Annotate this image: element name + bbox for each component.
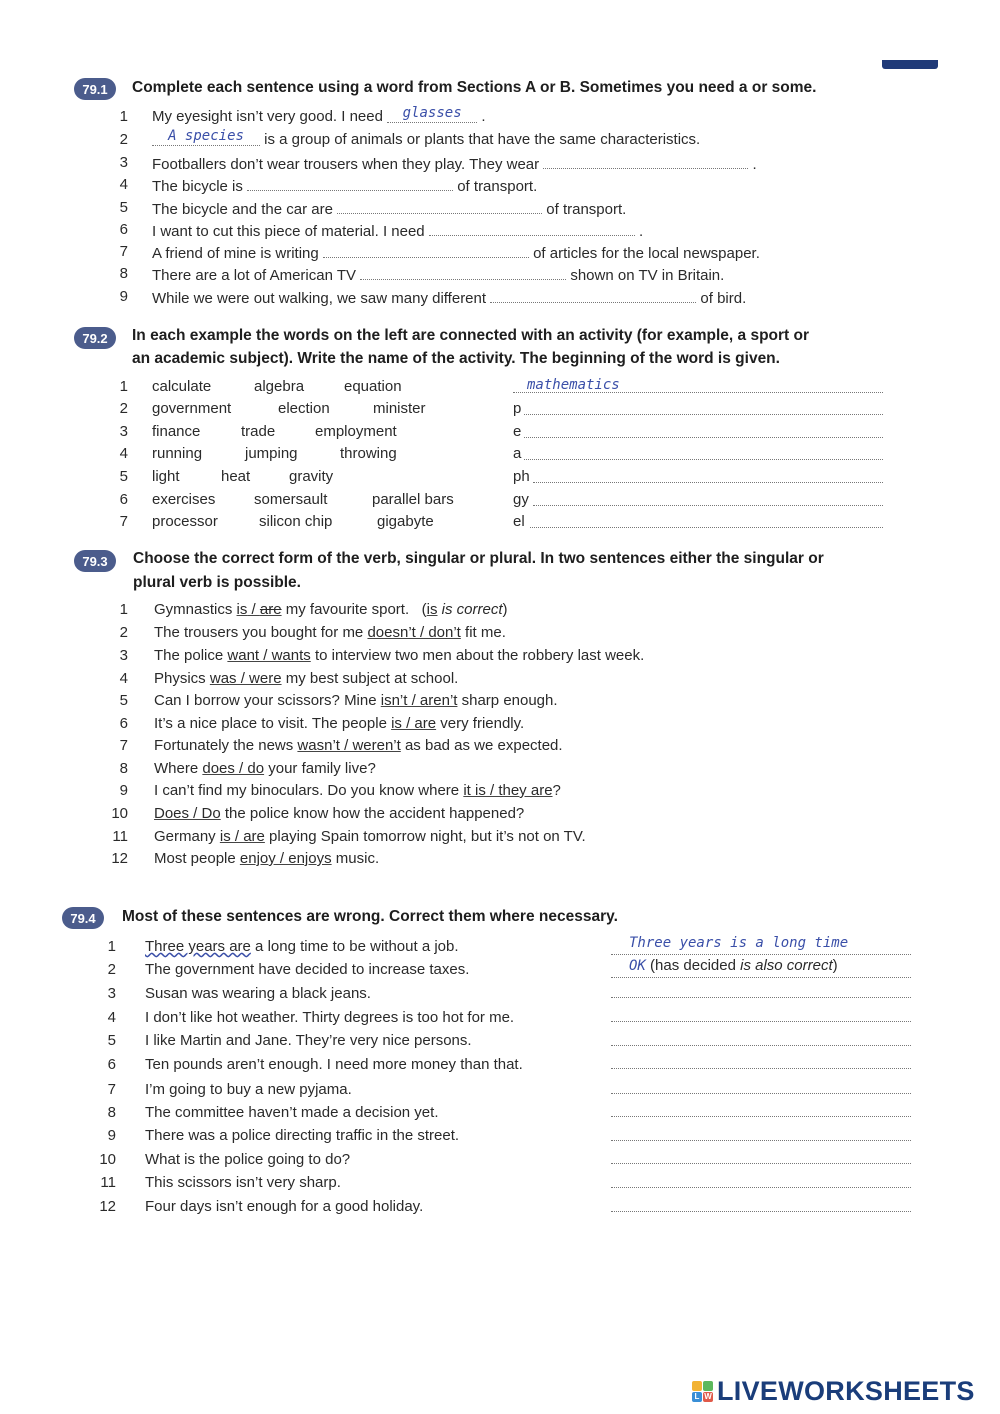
s3-choice-5[interactable]: isn’t / aren’t [380, 692, 458, 709]
s1-answer-7[interactable] [323, 241, 529, 258]
s1-answer-1[interactable]: glasses [387, 106, 477, 123]
s2-item-4: 4 running jumping throwing a [100, 443, 890, 465]
s2-item-7: 7 processor silicon chip gigabyte el [100, 511, 890, 533]
s3-choice-10[interactable]: Does / Do [154, 805, 221, 822]
s4-answer-1[interactable]: Three years is a long time [611, 932, 911, 955]
section-badge-79-2: 79.2 [74, 327, 116, 349]
s3-choice-3[interactable]: want / wants [227, 647, 311, 664]
section-instruction-79-3-line1: Choose the correct form of the verb, singular or plural. In two sentences either the singular or [133, 550, 824, 567]
s1-answer-6[interactable] [429, 219, 635, 236]
corner-tab [882, 60, 938, 69]
s4-answer-10[interactable] [611, 1147, 911, 1164]
s2-item-1: 1 calculate algebra equation mathematics [100, 376, 890, 398]
s2-item-3: 3 finance trade employment e [100, 421, 890, 443]
s4-answer-4[interactable] [611, 1005, 911, 1022]
s3-choice-1[interactable]: is / are [236, 601, 282, 618]
s1-answer-5[interactable] [337, 197, 542, 214]
section-instruction-79-3-line2: plural verb is possible. [133, 574, 301, 591]
s4-answer-12[interactable] [611, 1195, 911, 1212]
s2-answer-6[interactable] [533, 489, 883, 506]
section-instruction-79-4: Most of these sentences are wrong. Correct them where necessary. [122, 908, 618, 925]
s3-choice-6[interactable]: is / are [391, 715, 437, 732]
s3-choice-8[interactable]: does / do [202, 760, 265, 777]
s3-choice-9[interactable]: it is / they are [463, 782, 553, 799]
s1-answer-3[interactable] [543, 152, 748, 169]
s4-answer-6[interactable] [611, 1052, 911, 1069]
s2-item-2: 2 government election minister p [100, 398, 890, 420]
section-instruction-79-2-line2: an academic subject). Write the name of the activity. The beginning of the word is given. [132, 350, 780, 367]
s4-answer-2[interactable]: OK (has decided is also correct) [611, 955, 911, 978]
section-instruction-79-2-line1: In each example the words on the left are connected with an activity (for example, a sport or [132, 327, 810, 344]
section-badge-79-1: 79.1 [74, 78, 116, 100]
s2-answer-3[interactable] [524, 421, 883, 438]
s2-answer-7[interactable] [530, 511, 883, 528]
section-instruction-79-1: Complete each sentence using a word from Sections A or B. Sometimes you need a or some. [132, 79, 817, 96]
s4-answer-3[interactable] [611, 981, 911, 998]
liveworksheets-logo-icon: L W [692, 1381, 713, 1402]
s1-answer-9[interactable] [490, 286, 696, 303]
s3-choice-2[interactable]: doesn’t / don’t [367, 624, 461, 641]
s2-item-6: 6 exercises somersault parallel bars gy [100, 489, 890, 511]
s3-choice-7[interactable]: wasn’t / weren’t [297, 737, 401, 754]
s2-item-5: 5 light heat gravity ph [100, 466, 890, 488]
s1-answer-4[interactable] [247, 174, 453, 191]
section-badge-79-4: 79.4 [62, 907, 104, 929]
s3-choice-12[interactable]: enjoy / enjoys [239, 850, 332, 867]
s4-answer-8[interactable] [611, 1100, 911, 1117]
s2-answer-5[interactable] [533, 466, 883, 483]
worksheet-page: 79.1 Complete each sentence using a word from Sections A or B. Sometimes you need a or some. 1 My eyesight isn’t very good. I need glasses . 2 A species is a group of animals or plants that have the same characteristics. 3 Footballers don’t wear trousers when they play. They wear . 4 The bicycle is of transport. 5 The bicycle and the car are of transport. 6 I want to cut this piece of material. I need . 7 A friend of mine is writing of articles for the local newspaper. 8 There are a lot of American TV shown on TV in Britain. 9 While we were out walking, we saw many different of bird. 79.2 In each example the words on the left are connected with an activity (for example, a sport or an academic subject). Write the name of the activity. The beginning of the word is given. 1 calculate algebra equation mathematics 2 government election minister p 3 finance trade employment e 4 running jumping throwing a 5 light heat gravity ph 6 exercises somersault parallel bars gy 7 processor silicon chip gigabyte el 79.3 Choose the correct form of the verb, singular or plural. In two sentences either the singular or plural verb is possible. 1 Gymnastics is / are my favourite sport. (is is correct) 2 The trousers you bought for me doesn’t / don’t fit me. 3 The police want / wants to interview two men about the robbery last week. 4 Physics was / were my best subject at school. 5 Can I borrow your scissors? Mine isn’t / aren’t sharp enough. 6 It’s a nice place to visit. The people is / are very friendly. 7 Fortunately the news wasn’t / weren’t as bad as we expected. 8 Where does / do your family live? 9 I can’t find my binoculars. Do you know where it is / they are? 10 Does / Do the police know how the accident happened? 11 Germany is / are playing Spain tomorrow night, but it’s not on TV. 12 Most people enjoy / enjoys music. 79.4 Most of these sentences are wrong. Correct them where necessary. 1 Three years are a long time to be without a job. Three years is a long time 2 The government have decided to increase taxes. OK (has decided is also correct) 3 Susan was wearing a black jeans. 4 I don’t like hot weather. Thirty degrees is too hot for me. 5 I like Martin and Jane. They’re very nice persons. 6 Ten pounds aren’t enough. I need more money than that. 7 I’m going to buy a new pyjama. 8 The committee haven’t made a decision yet. 9 There was a police directing traffic in the street. 10 What is the police going to do? 11 This scissors isn’t very sharp. 12 Four days isn’t enough for a good holiday. L W LIVEWORKSHEETS [0, 0, 1000, 1414]
section-badge-79-3: 79.3 [74, 550, 116, 572]
s2-answer-1[interactable]: mathematics [513, 376, 883, 393]
s1-answer-2[interactable]: A species [152, 129, 260, 146]
s2-answer-4[interactable] [524, 443, 883, 460]
liveworksheets-logo[interactable] [692, 1376, 975, 1406]
s4-answer-7[interactable] [611, 1077, 911, 1094]
s2-answer-2[interactable] [524, 398, 883, 415]
s1-answer-8[interactable] [360, 263, 566, 280]
s4-answer-11[interactable] [611, 1171, 911, 1188]
s3-choice-4[interactable]: was / were [209, 670, 282, 687]
s3-choice-11[interactable]: is / are [219, 828, 265, 845]
s4-answer-5[interactable] [611, 1029, 911, 1046]
s4-answer-9[interactable] [611, 1124, 911, 1141]
liveworksheets-brand-text: LIVEWORKSHEETS [717, 1375, 975, 1406]
